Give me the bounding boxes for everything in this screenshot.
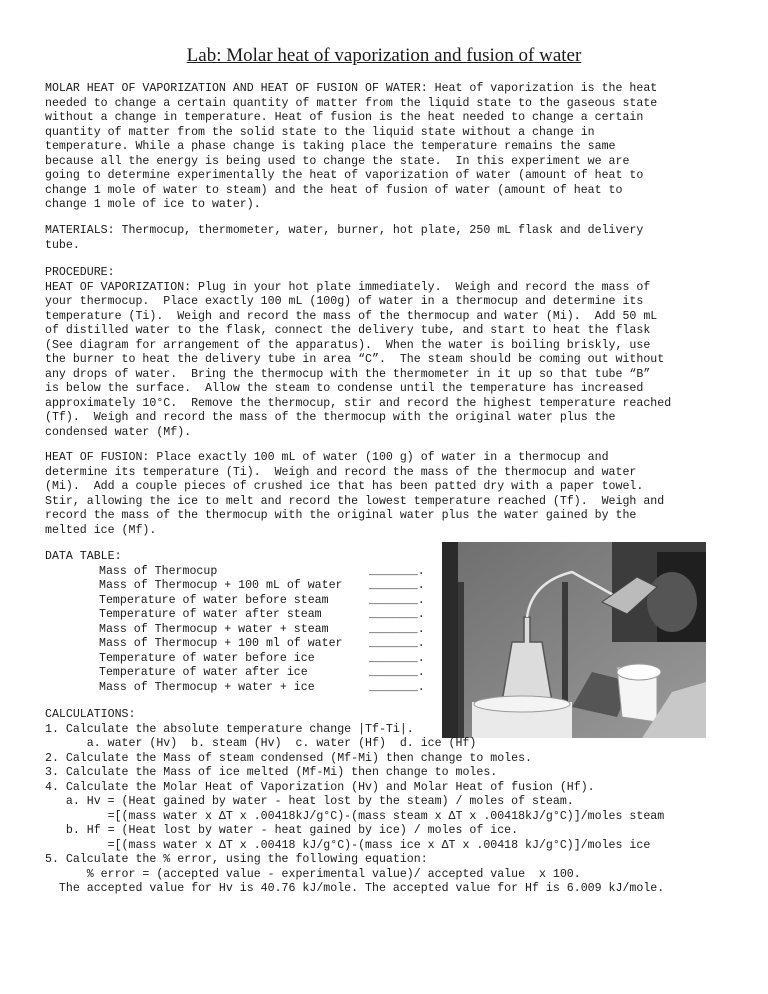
intro-paragraph	[45, 82, 657, 213]
data-table-row	[45, 652, 445, 667]
answer-blank[interactable]: _______.	[369, 579, 425, 592]
data-table-row	[45, 681, 445, 696]
text-line: approximately 10°C. Remove the thermocup, stir and record the highest temperature reached	[45, 396, 672, 410]
text-line: b. Hf = (Heat lost by water - heat gained by ice) / moles of ice.	[45, 824, 519, 837]
text-line: 5. Calculate the % error, using the following equation:	[45, 853, 428, 866]
text-line: temperature. While a phase change is taking place the temperature remains the same	[45, 140, 616, 153]
text-line: Stir, allowing the ice to melt and record the lowest temperature reached (Tf). Weigh and	[45, 494, 665, 508]
text-line: going to determine experimentally the heat of vaporization of water (amount of heat to	[45, 169, 644, 182]
answer-blank[interactable]: _______.	[369, 637, 425, 650]
text-line: PROCEDURE:	[45, 266, 115, 279]
text-line: of distilled water to the flask, connect the delivery tube, and start to heat the flask	[45, 324, 651, 337]
text-line: record the mass of the thermocup with the original water plus the water gained by the	[45, 509, 637, 522]
data-table-row	[45, 666, 445, 681]
text-line: (Tf). Weigh and record the mass of the thermocup with the original water plus the	[45, 411, 616, 424]
answer-blank[interactable]: _______.	[369, 666, 425, 679]
text-line: (Mi). Add a couple pieces of crushed ice that has been patted dry with a paper towel.	[45, 480, 644, 493]
text-line: HEAT OF VAPORIZATION: Plug in your hot plate immediately. Weigh and record the mass of	[45, 280, 651, 294]
procedure-paragraph	[45, 266, 671, 440]
text-line: The accepted value for Hv is 40.76 kJ/mole. The accepted value for Hf is 6.009 kJ/mole.	[45, 882, 665, 895]
data-table-row	[45, 637, 445, 652]
text-line: a. Hv = (Heat gained by water - heat lost by the steam) / moles of steam.	[45, 795, 574, 808]
text-line: is below the surface. Allow the steam to condense until the temperature has increased	[45, 382, 644, 395]
row-label: Temperature of water after steam	[99, 608, 322, 621]
text-line: needed to change a certain quantity of matter from the liquid state to the gaseous state	[45, 96, 658, 110]
text-line: the burner to heat the delivery tube in area “C”. The steam should be coming out without	[45, 353, 665, 366]
text-line: MATERIALS: Thermocup, thermometer, water, burner, hot plate, 250 mL flask and delivery	[45, 224, 644, 237]
answer-blank[interactable]: _______.	[369, 608, 425, 621]
row-label: Temperature of water after ice	[99, 666, 308, 679]
text-line: HEAT OF FUSION: Place exactly 100 mL of water (100 g) of water in a thermocup and	[45, 451, 609, 464]
answer-blank[interactable]: _______.	[369, 680, 425, 694]
answer-blank[interactable]: _______.	[369, 622, 425, 636]
row-label: Temperature of water before steam	[99, 593, 329, 607]
answer-blank[interactable]: _______.	[369, 564, 425, 578]
text-line: change 1 mole of ice to water).	[45, 198, 261, 211]
text-line: because all the energy is being used to change the state. In this experiment we are	[45, 154, 630, 168]
text-line: =[(mass water x ΔT x .00418kJ/g°C)-(mass steam x ΔT x .00418kJ/g°C)]/moles steam	[45, 809, 665, 823]
row-label: Mass of Thermocup + water + ice	[99, 680, 315, 694]
data-table-row	[45, 594, 445, 609]
text-line: condensed water (Mf).	[45, 425, 192, 439]
text-line: determine its temperature (Ti). Weigh and record the mass of the thermocup and water	[45, 465, 637, 479]
row-label: Mass of Thermocup + 100 mL of water	[99, 579, 343, 592]
data-table-row	[45, 623, 445, 638]
row-label: Mass of Thermocup	[99, 564, 218, 578]
data-table-row	[45, 608, 445, 623]
text-line: quantity of matter from the solid state to the liquid state without a change in	[45, 125, 595, 139]
text-line: (See diagram for arrangement of the apparatus). When the water is boiling briskly, use	[45, 338, 651, 352]
text-line: % error = (accepted value - experimental value)/ accepted value x 100.	[45, 867, 581, 881]
text-line: any drops of water. Bring the thermocup with the thermometer in it up so that tube “B”	[45, 367, 651, 381]
fusion-paragraph	[45, 451, 664, 538]
text-line: 2. Calculate the Mass of steam condensed (Mf-Mi) then change to moles.	[45, 751, 533, 765]
text-line: tube.	[45, 238, 80, 252]
text-line: without a change in temperature. Heat of fusion is the heat needed to change a certain	[45, 111, 644, 124]
row-label: Mass of Thermocup + 100 ml of water	[99, 637, 343, 650]
text-line: your thermocup. Place exactly 100 mL (100g) of water in a thermocup and determine its	[45, 295, 644, 308]
answer-blank[interactable]: _______.	[369, 593, 425, 607]
materials-paragraph	[45, 224, 643, 253]
page-title: Lab: Molar heat of vaporization and fusion of water	[186, 45, 582, 66]
data-table-row	[45, 565, 445, 580]
text-line: temperature (Ti). Weigh and record the mass of the thermocup and water (Mi). Add 50 mL	[45, 309, 658, 323]
row-label: Temperature of water before ice	[99, 651, 315, 665]
data-table-row	[45, 579, 445, 594]
text-line: MOLAR HEAT OF VAPORIZATION AND HEAT OF FUSION OF WATER: Heat of vaporization is the heat	[45, 82, 658, 95]
text-line: 1. Calculate the absolute temperature change |Tf-Ti|.	[45, 722, 414, 736]
text-line: a. water (Hv) b. steam (Hv) c. water (Hf) d. ice (Hf)	[45, 737, 477, 750]
data-table-heading: DATA TABLE:	[45, 550, 122, 563]
answer-blank[interactable]: _______.	[369, 651, 425, 665]
text-line: melted ice (Mf).	[45, 523, 157, 537]
data-table	[45, 550, 445, 695]
calculations-section	[45, 708, 664, 897]
row-label: Mass of Thermocup + water + steam	[99, 622, 329, 636]
text-line: =[(mass water x ΔT x .00418 kJ/g°C)-(mass ice x ΔT x .00418 kJ/g°C)]/moles ice	[45, 838, 651, 852]
text-line: change 1 mole of water to steam) and the heat of fusion of water (amount of heat to	[45, 183, 623, 197]
text-line: 4. Calculate the Molar Heat of Vaporization (Hv) and Molar Heat of fusion (Hf).	[45, 780, 595, 794]
text-line: CALCULATIONS:	[45, 708, 136, 721]
text-line: 3. Calculate the Mass of ice melted (Mf-Mi) then change to moles.	[45, 766, 498, 779]
